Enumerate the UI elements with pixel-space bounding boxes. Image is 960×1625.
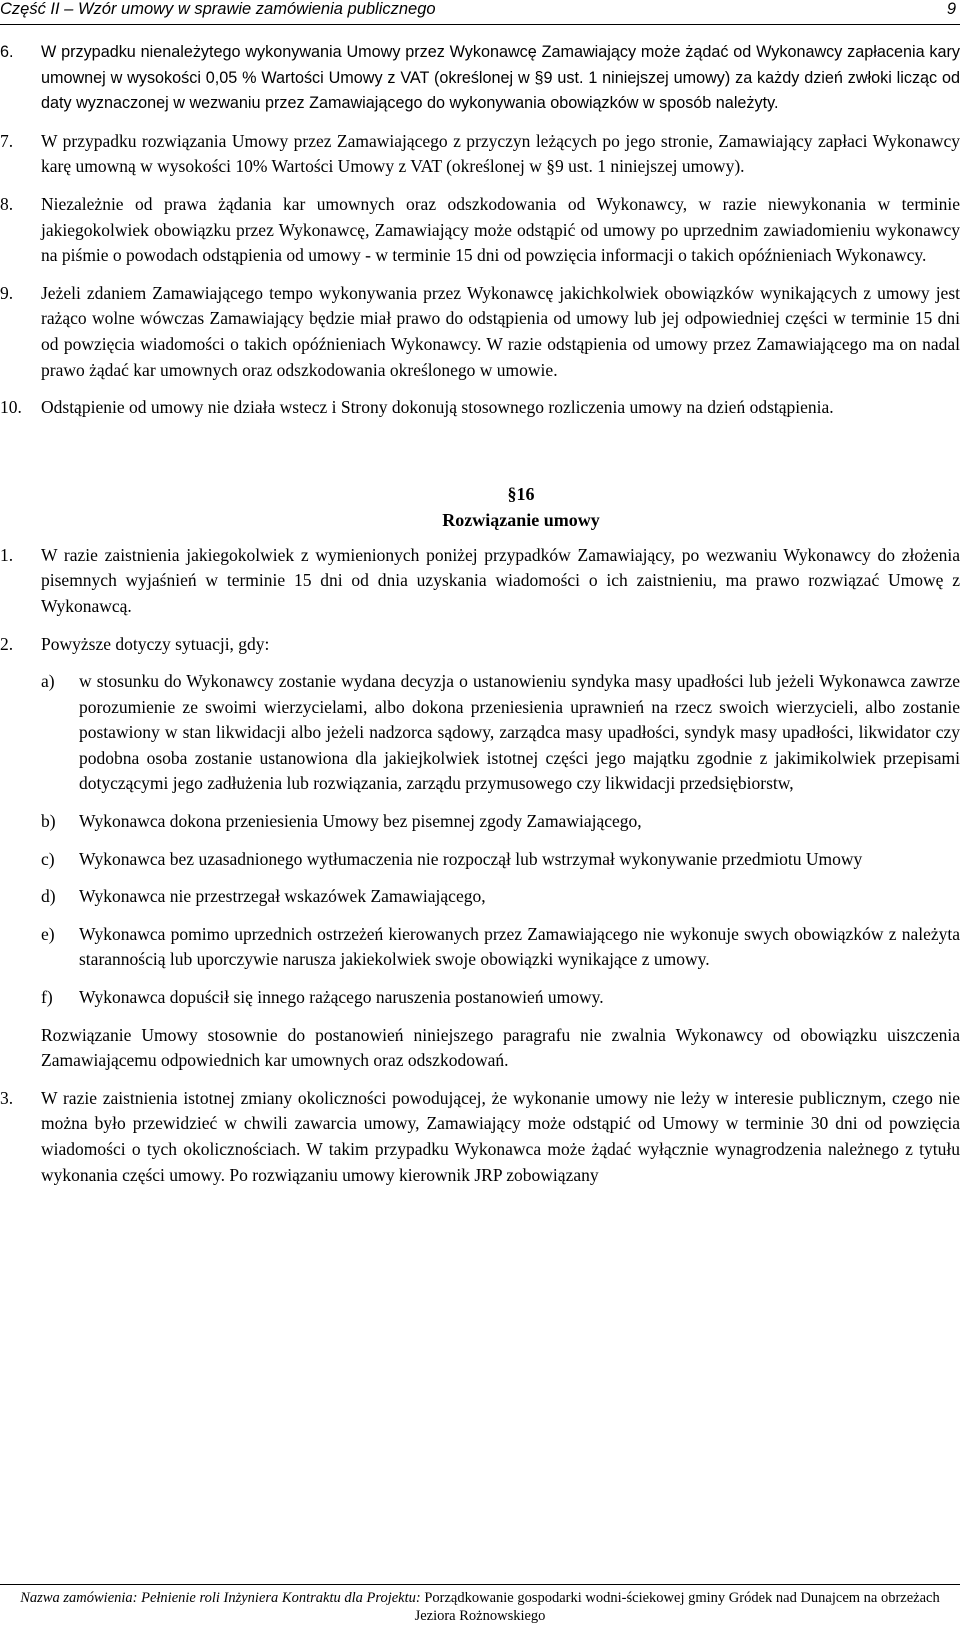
item-number: 10. [0, 397, 22, 418]
item-number: 2. [0, 633, 14, 654]
item-number: 7. [0, 130, 14, 151]
section-item-1 [0, 543, 960, 620]
sub-item-d [0, 884, 960, 910]
item-text: W przypadku rozwiązania Umowy przez Zamawiającego z przyczyn leżących po jego stronie, Zamawiający zapłaci Wykonawcy karę umowną w wysokości 10% Wartości Umowy z VAT (określonej w §9 ust. 1 niniejszej umowy). [41, 130, 960, 177]
item-text: W razie zaistnienia istotnej zmiany okoliczności powodującej, że wykonanie umowy nie leży w interesie publicznym, czego nie można było przewidzieć w chwili zawarcia umowy, Zamawiający może odstąpić od Umowy w terminie 30 dni od powzięcia wiadomości o tych okolicznościach. W takim przypadku Wykonawca może żądać wyłącznie wynagrodzenia należnego z tytułu wykonania części umowy. Po rozwiązaniu umowy kierownik JRP zobowiązany [41, 1087, 960, 1185]
header-rule [0, 24, 960, 25]
item-text: Powyższe dotyczy sytuacji, gdy: [41, 633, 270, 654]
sub-item-a [0, 669, 960, 797]
item-text: W przypadku nienależytego wykonywania Umowy przez Wykonawcę Zamawiający może żądać od Wykonawcy zapłacenia kary umownej w wysokości 0,05 % Wartości Umowy z VAT (określonej w §9 ust. 1 niniejszej umowy) za każdy dzień zwłoki licząc od daty wyznaczonej w wezwaniu przez Zamawiającego do wykonywania obowiązków w sposób należyty. [41, 43, 960, 113]
item-number: 9. [0, 282, 14, 303]
item-number: 1. [0, 544, 14, 565]
sub-item-b [0, 809, 960, 835]
page-number: 9 [946, 0, 956, 18]
sub-item-text: Wykonawca nie przestrzegał wskazówek Zamawiającego, [79, 886, 486, 907]
sub-item-letter: a) [41, 671, 55, 692]
sub-item-letter: e) [41, 923, 55, 944]
sub-item-c [0, 847, 960, 873]
item-number: 3. [0, 1087, 14, 1108]
sub-item-text: Wykonawca dokona przeniesienia Umowy bez pisemnej zgody Zamawiającego, [79, 811, 642, 832]
sub-item-text: w stosunku do Wykonawcy zostanie wydana decyzja o ustanowieniu syndyka masy upadłości lub jeżeli Wykonawca zawrze porozumienie ze swoimi wierzycielami, albo dokona przeniesienia uprawnień na rzecz swoich wierzycieli, albo zostanie postawiony w stan likwidacji albo jeżeli nadzorca sądowy, zarządca masy upadłości, syndyk masy upadłości, likwidator czy podobna osoba zostanie ustanowiona dla jakiejkolwiek istotnej części jego majątku zgodnie z jakimikolwiek przepisami dotyczącymi jego zadłużenia lub rozwiązania, zarządu przymusowego czy likwidacji przedsiębiorstw, [79, 671, 960, 794]
item-text: W razie zaistnienia jakiegokolwiek z wymienionych poniżej przypadków Zamawiający, po wezwaniu Wykonawcy do złożenia pisemnych wyjaśnień w terminie 15 dni od dnia uzyskania wiadomości o ich zaistnieniu, ma prawo rozwiązać Umowę z Wykonawcą. [41, 544, 960, 616]
section-number: §16 [507, 483, 535, 504]
closing-paragraph: Rozwiązanie Umowy stosownie do postanowień niniejszego paragrafu nie zwalnia Wykonawcy od obowiązku uiszczenia Zamawiającemu odpowiednich kar umownych oraz odszkodowań. [41, 1024, 960, 1071]
item-text: Niezależnie od prawa żądania kar umownych oraz odszkodowania od Wykonawcy, w razie niewykonania w terminie jakiegokolwiek obowiązku przez Wykonawcę, Zamawiający może odstąpić od umowy po uprzednim zawiadomieniu wykonawcy na piśmie o powodach odstąpienia od umowy - w terminie 15 dni od powzięcia informacji o takich opóźnieniach Wykonawcy. [41, 193, 960, 266]
footer-value: Porządkowanie gospodarki wodni-ściekowej gminy Gródek nad Dunajcem na obrzeżach Jeziora Rożnowskiego [414, 1590, 940, 1624]
sub-item-text: Wykonawca dopuścił się innego rażącego naruszenia postanowień umowy. [79, 987, 604, 1008]
section-item-2 [0, 632, 960, 658]
paragraph-7 [0, 129, 960, 180]
sub-item-text: Wykonawca bez uzasadnionego wytłumaczenia nie rozpoczął lub wstrzymał wykonywanie przedmiotu Umowy [79, 848, 863, 869]
section-item-3 [0, 1086, 960, 1188]
item-number: 8. [0, 193, 14, 214]
paragraph-8 [0, 192, 960, 269]
sub-item-text: Wykonawca pomimo uprzednich ostrzeżeń kierowanych przez Zamawiającego nie wykonuje swych obowiązków z należyta starannością lub uporczywie narusza jakiekolwiek swoje obowiązki wynikające z umowy. [79, 923, 960, 970]
item-text: Jeżeli zdaniem Zamawiającego tempo wykonywania przez Wykonawcę jakichkolwiek obowiązków wynikających z umowy jest rażąco wolne wówczas Zamawiający będzie miał prawo do odstąpienia od umowy lub jej odpowiedniej części w terminie 15 dni od powzięcia wiadomości o takich opóźnieniach Wykonawcy. W razie odstąpienia od umowy przez Zamawiającego ma on nadal prawo żądać kar umownych oraz odszkodowania określonego w umowie. [41, 282, 960, 380]
item-number: 6. [0, 43, 14, 61]
footer-label: Nazwa zamówienia: Pełnienie roli Inżyniera Kontraktu dla Projektu: [20, 1590, 421, 1606]
sub-item-letter: f) [41, 987, 53, 1008]
sub-item-f [0, 985, 960, 1011]
page-footer [0, 1584, 960, 1625]
footer-rule [0, 1584, 960, 1585]
sub-item-letter: c) [41, 848, 55, 869]
paragraph-9 [0, 281, 960, 383]
document-body [0, 40, 960, 1200]
paragraph-6 [0, 40, 960, 117]
section-title: Rozwiązanie umowy [442, 509, 600, 530]
sub-item-letter: d) [41, 886, 56, 907]
header-title: Część II – Wzór umowy w sprawie zamówienia publicznego [0, 0, 436, 18]
item-text: Odstąpienie od umowy nie działa wstecz i Strony dokonują stosownego rozliczenia umowy na dzień odstąpienia. [41, 397, 834, 418]
sub-item-e [0, 922, 960, 973]
paragraph-10 [0, 395, 960, 421]
sub-item-letter: b) [41, 811, 56, 832]
page-header [0, 0, 960, 24]
